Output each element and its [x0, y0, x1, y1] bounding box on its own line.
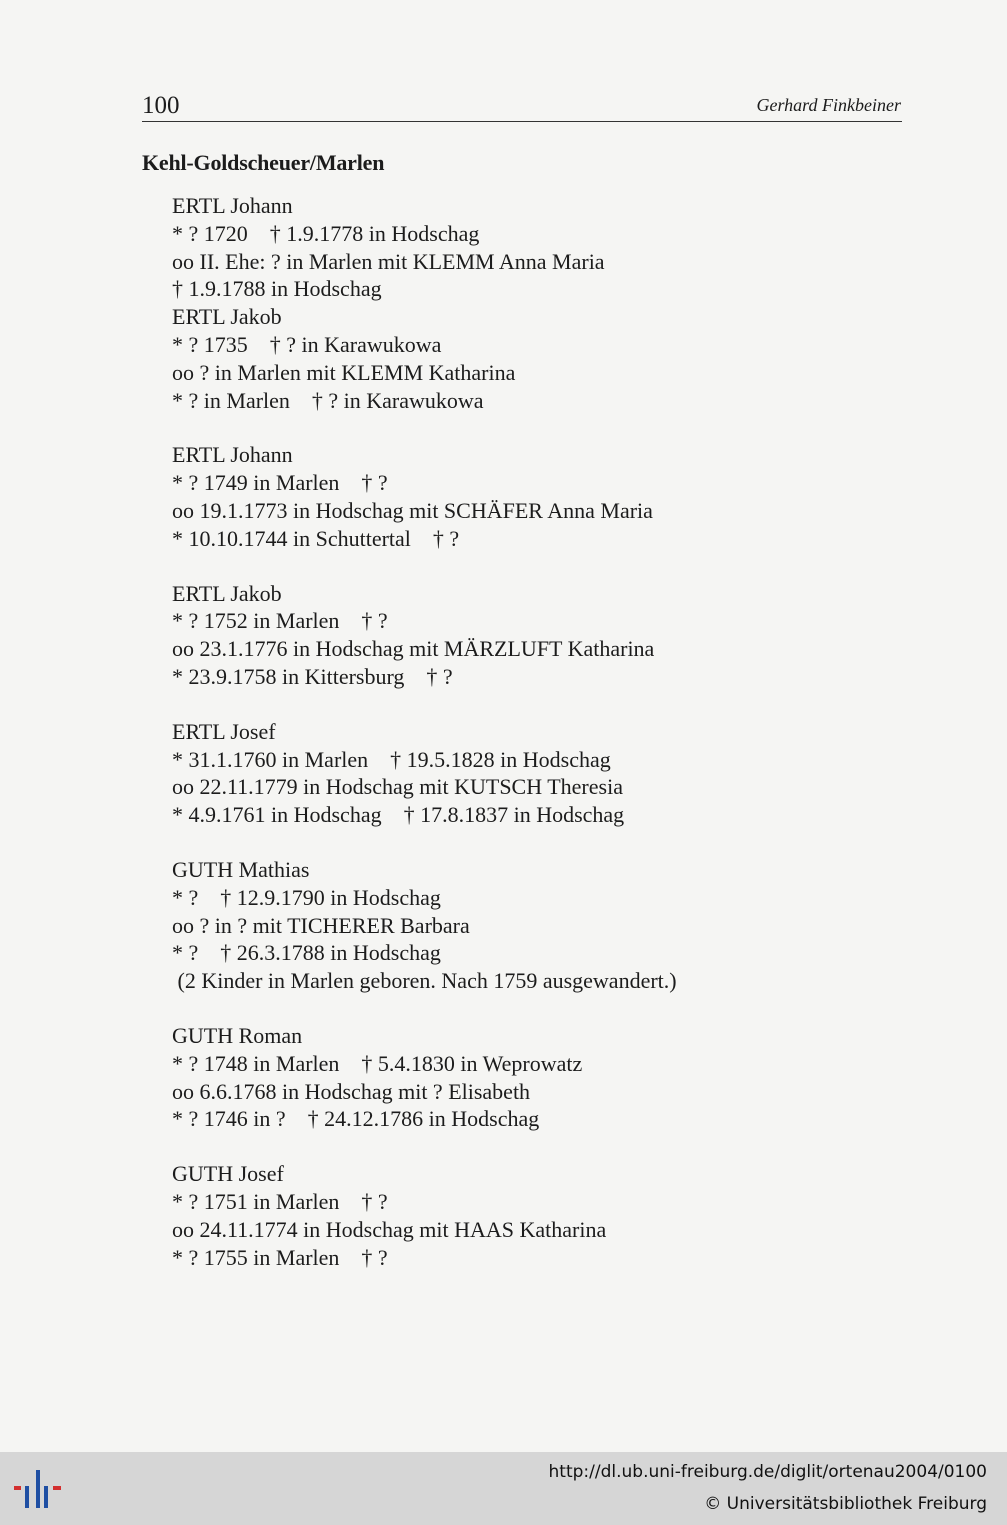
genealogy-entries — [172, 192, 872, 1298]
entry-line: ERTL Johann — [172, 442, 293, 468]
entry-line: oo 22.11.1779 in Hodschag mit KUTSCH Theresia — [172, 774, 623, 800]
entry-line: * ? 1755 in Marlen † ? — [172, 1244, 388, 1270]
entry-line: oo II. Ehe: ? in Marlen mit KLEMM Anna Maria — [172, 248, 605, 274]
entry-line: * ? 1752 in Marlen † ? — [172, 608, 388, 634]
entry-line: * 31.1.1760 in Marlen † 19.5.1828 in Hodschag — [172, 746, 611, 772]
entry-line: * ? † 26.3.1788 in Hodschag — [172, 940, 441, 966]
entry-line: oo 6.6.1768 in Hodschag mit ? Elisabeth — [172, 1078, 531, 1104]
entry-line: * ? 1749 in Marlen † ? — [172, 470, 388, 496]
entry-line: * ? † 12.9.1790 in Hodschag — [172, 884, 441, 910]
entry-line: * ? 1720 † 1.9.1778 in Hodschag — [172, 220, 480, 246]
entry-line: GUTH Roman — [172, 1022, 303, 1048]
source-url-link[interactable]: http://dl.ub.uni-freiburg.de/diglit/ortenau2004/0100 — [548, 1462, 987, 1482]
entry-ertl-johann — [172, 441, 872, 552]
page-number: 100 — [142, 92, 180, 119]
entry-ertl-johann-jakob — [172, 192, 872, 414]
entry-line: oo 19.1.1773 in Hodschag mit SCHÄFER Anna Maria — [172, 497, 653, 523]
entry-ertl-josef — [172, 718, 872, 829]
entry-guth-josef — [172, 1160, 872, 1271]
entry-guth-mathias — [172, 856, 872, 995]
entry-line: ERTL Johann — [172, 193, 293, 218]
entry-line: GUTH Josef — [172, 1161, 284, 1187]
entry-guth-roman — [172, 1022, 872, 1133]
entry-line: oo 24.11.1774 in Hodschag mit HAAS Katharina — [172, 1216, 607, 1242]
entry-line: * ? in Marlen † ? in Karawukowa — [172, 387, 484, 413]
entry-line: oo ? in Marlen mit KLEMM Katharina — [172, 359, 516, 385]
entry-line: oo ? in ? mit TICHERER Barbara — [172, 912, 470, 938]
entry-line: * ? 1746 in ? † 24.12.1786 in Hodschag — [172, 1106, 540, 1132]
entry-line: GUTH Mathias — [172, 856, 310, 882]
header-divider — [142, 121, 902, 122]
running-header-author: Gerhard Finkbeiner — [756, 95, 901, 115]
entry-line: * ? 1751 in Marlen † ? — [172, 1188, 388, 1214]
entry-line: * 23.9.1758 in Kittersburg † ? — [172, 663, 453, 689]
entry-line: * ? 1748 in Marlen † 5.4.1830 in Weprowatz — [172, 1050, 583, 1076]
entry-line: oo 23.1.1776 in Hodschag mit MÄRZLUFT Katharina — [172, 636, 655, 662]
entry-line: * 4.9.1761 in Hodschag † 17.8.1837 in Hodschag — [172, 802, 625, 828]
ub-freiburg-logo-icon — [12, 1468, 64, 1510]
entry-line: * 10.10.1744 in Schuttertal † ? — [172, 525, 460, 551]
footer-bar — [0, 1452, 1007, 1525]
entry-line: † 1.9.1788 in Hodschag — [172, 276, 382, 302]
entry-line: ERTL Jakob — [172, 580, 282, 606]
entry-line: ERTL Josef — [172, 718, 276, 744]
entry-line: ERTL Jakob — [172, 304, 282, 330]
copyright-notice: © Universitätsbibliothek Freiburg — [704, 1494, 987, 1514]
entry-ertl-jakob — [172, 580, 872, 691]
section-title: Kehl-Goldscheuer/Marlen — [142, 150, 385, 175]
entry-note: (2 Kinder in Marlen geboren. Nach 1759 ausgewandert.) — [172, 968, 677, 994]
entry-line: * ? 1735 † ? in Karawukowa — [172, 331, 442, 357]
